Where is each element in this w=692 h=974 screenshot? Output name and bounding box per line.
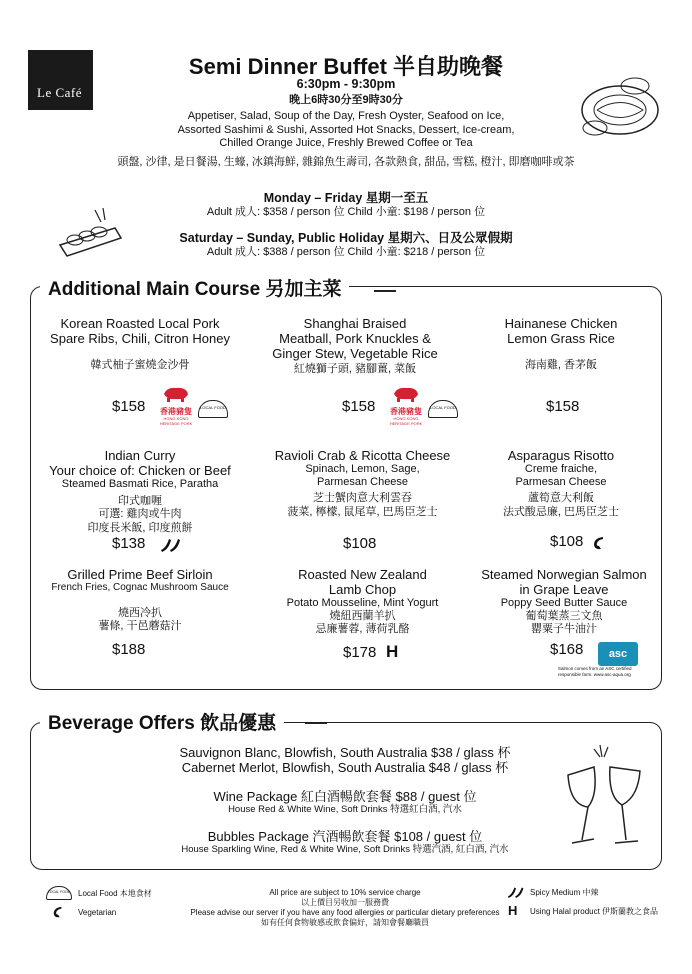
- bubbles-package: Bubbles Package 汽酒暢飲套餐 $108 / guest 位: [207, 829, 483, 844]
- oyster-illustration-icon: [575, 70, 665, 145]
- dish-price: $158: [112, 398, 146, 415]
- dish-ravioli-crab: [255, 448, 470, 519]
- dish-name: Lamb Chop: [328, 582, 397, 597]
- dish-asparagus-risotto: [466, 448, 656, 519]
- service-charge-note-zh: 以上價目另收加一服務費: [301, 898, 389, 907]
- dish-sub: Spinach, Lemon, Sage,: [305, 463, 420, 475]
- main-title-underline: [374, 290, 396, 292]
- dish-sub: French Fries, Cognac Mushroom Sauce: [51, 582, 229, 593]
- dish-name: Steamed Norwegian Salmon: [481, 567, 647, 582]
- dish-price: $178: [343, 644, 377, 661]
- bubbles-package-sub: House Sparkling Wine, Red & White Wine, Soft Drinks 特選汽酒, 紅白酒, 汽水: [181, 844, 509, 855]
- asc-note-line: Salmon comes from an ASC certified: [558, 666, 632, 671]
- halal-icon: H: [508, 903, 518, 918]
- hk-pork-sub: HONG KONG HERITAGE PORK: [389, 416, 423, 426]
- dish-lamb-chop: [255, 567, 470, 637]
- buffet-items-line-1: Appetiser, Salad, Soup of the Day, Fresh Oyster, Seafood on Ice,: [187, 110, 505, 122]
- local-food-icon: LOCAL FOOD: [46, 886, 72, 900]
- hk-heritage-pork-icon: [384, 386, 428, 424]
- dish-price: $138: [112, 535, 146, 552]
- dish-shanghai-meatball: [260, 316, 450, 377]
- hk-heritage-pork-icon: [154, 386, 198, 424]
- dish-indian-curry: [35, 448, 245, 535]
- chili-icon: [158, 536, 184, 552]
- service-charge-note: All price are subject to 10% service charge: [269, 888, 421, 897]
- dish-name-zh: 紅燒獅子頭, 豬腳薑, 菜飯: [293, 363, 417, 375]
- wine-glasses-illustration-icon: [560, 735, 650, 853]
- dish-name-zh: 可選: 雞肉或牛肉: [98, 508, 182, 520]
- dish-name: Lemon Grass Rice: [507, 331, 615, 346]
- dish-price: $108: [550, 533, 584, 550]
- dish-name: Hainanese Chicken: [504, 316, 618, 331]
- dish-name: Meatball, Pork Knuckles &: [279, 331, 431, 346]
- dish-sub: Poppy Seed Butter Sauce: [500, 597, 628, 609]
- dish-name-zh: 法式酸忌廉, 巴馬臣芝士: [502, 505, 620, 518]
- buffet-items-line-3: Chilled Orange Juice, Freshly Brewed Coffee or Tea: [219, 137, 473, 149]
- dish-sub: Parmesan Cheese: [316, 475, 409, 488]
- dish-name: in Grape Leave: [519, 582, 609, 597]
- chili-icon: [505, 885, 527, 898]
- weekday-price: Adult 成人: $358 / person 位 Child 小童: $198 / person 位: [206, 206, 486, 218]
- weekend-price: Adult 成人: $388 / person 位 Child 小童: $218 / person 位: [206, 246, 486, 258]
- dish-name: Ravioli Crab & Ricotta Cheese: [274, 448, 451, 463]
- beverage-list: [110, 745, 580, 855]
- vegetarian-leaf-icon: [52, 905, 64, 919]
- dish-sub: Potato Mousseline, Mint Yogurt: [286, 597, 439, 609]
- buffet-items-line-2: Assorted Sashimi & Sushi, Assorted Hot Snacks, Dessert, Ice-cream,: [177, 123, 515, 136]
- legend-halal: Using Halal product 伊斯蘭教之食品: [530, 907, 659, 916]
- dish-sub: Steamed Basmati Rice, Paratha: [61, 478, 219, 490]
- legend-vegetarian: Vegetarian: [78, 908, 117, 917]
- dish-name: Grilled Prime Beef Sirloin: [67, 567, 213, 582]
- dish-name-zh: 菠菜, 檸檬, 鼠尾草, 巴馬臣芝士: [287, 505, 438, 518]
- dish-name-zh: 薯條, 干邑蘑菇汁: [98, 620, 182, 632]
- dish-name-zh: 蘆筍意大利飯: [528, 492, 594, 504]
- vegetarian-leaf-icon: [592, 535, 606, 551]
- dish-name: Spare Ribs, Chili, Citron Honey: [50, 331, 230, 346]
- asc-note-line: responsible farm. www.asc-aqua.org: [558, 672, 631, 677]
- le-cafe-logo: [28, 50, 93, 110]
- dish-korean-pork: [40, 316, 240, 373]
- beverage-title-underline: [305, 722, 327, 724]
- wine-offer-1: Sauvignon Blanc, Blowfish, South Australia $38 / glass 杯: [179, 745, 511, 760]
- dish-name: Asparagus Risotto: [507, 448, 615, 463]
- allergy-note: Please advise our server if you have any food allergies or particular dietary preferences: [190, 908, 500, 917]
- hk-pork-sub: HONG KONG HERITAGE PORK: [159, 416, 193, 426]
- wine-package: Wine Package 紅白酒暢飲套餐 $88 / guest 位: [213, 789, 477, 804]
- dish-name: Shanghai Braised: [303, 316, 407, 331]
- hk-pork-label: 香港豬隻: [390, 407, 422, 416]
- dish-name-zh: 印式咖喱: [118, 494, 162, 507]
- hk-pork-label: 香港豬隻: [160, 407, 192, 416]
- dish-sub: Creme fraiche,: [524, 463, 598, 475]
- asc-note: [558, 666, 658, 678]
- dish-price: $188: [112, 641, 146, 658]
- weekday-title: Monday – Friday 星期一至五: [263, 191, 429, 205]
- dish-hainanese-chicken: [466, 316, 656, 373]
- dish-name-zh: 忌廉薯蓉, 薄荷乳酪: [315, 623, 410, 635]
- dish-name: Indian Curry: [104, 448, 176, 463]
- page-title: Semi Dinner Buffet 半自助晚餐: [188, 54, 504, 79]
- dish-price: $158: [342, 398, 376, 415]
- dish-name-zh: 罌粟子牛油汁: [531, 623, 597, 635]
- footer-notes: [190, 888, 500, 928]
- beverage-title: Beverage Offers 飲品優惠: [40, 708, 284, 735]
- buffet-items-zh: 頭盤, 沙律, 是日餐湯, 生蠔, 冰鎮海鮮, 雜錦魚生壽司, 各款熱食, 甜品, 雪糕, 橙汁, 即磨咖啡或茶: [117, 156, 575, 168]
- local-food-icon: LOCAL FOOD: [198, 400, 228, 418]
- dish-name: Ginger Stew, Vegetable Rice: [272, 346, 438, 361]
- time-en: 6:30pm - 9:30pm: [296, 77, 396, 91]
- dish-name-zh: 芝士蟹肉意大利雲吞: [313, 492, 412, 504]
- dish-name-zh: 葡萄葉蒸三文魚: [525, 609, 603, 622]
- weekend-title: Saturday – Sunday, Public Holiday 星期六、日及公眾假期: [179, 231, 513, 245]
- dish-norwegian-salmon: [466, 567, 662, 637]
- dish-name-zh: 印度長米飯, 印度煎餅: [87, 521, 193, 534]
- halal-icon: H: [386, 642, 399, 661]
- time-zh: 晚上6時30分至9時30分: [289, 94, 403, 106]
- dish-price: $168: [550, 641, 584, 658]
- wine-package-sub: House Red & White Wine, Soft Drinks 特選紅白酒, 汽水: [228, 804, 462, 815]
- dish-name: Roasted New Zealand: [298, 567, 427, 582]
- dish-name-zh: 燒紐西蘭羊扒: [329, 609, 396, 622]
- wine-offer-2: Cabernet Merlot, Blowfish, South Australia $48 / glass 杯: [181, 760, 509, 775]
- logo-text: Le Café: [37, 85, 83, 100]
- asc-certified-icon: asc: [598, 642, 638, 666]
- dish-name-zh: 海南雞, 香茅飯: [524, 359, 598, 371]
- dish-beef-sirloin: [35, 567, 245, 634]
- dish-name: Korean Roasted Local Pork: [60, 316, 220, 331]
- allergy-note-zh: 如有任何食物敏感或飲食偏好，請知會餐廳職員: [261, 918, 429, 927]
- dish-price: $108: [343, 535, 377, 552]
- dish-name-zh: 燒西冷扒: [118, 606, 162, 619]
- legend-spicy: Spicy Medium 中辣: [530, 888, 599, 897]
- local-food-icon: LOCAL FOOD: [428, 400, 458, 418]
- legend-local-food: Local Food 本地食材: [78, 889, 152, 898]
- dish-price: $158: [546, 398, 580, 415]
- dish-sub: Parmesan Cheese: [515, 475, 607, 488]
- dish-name: Your choice of: Chicken or Beef: [49, 463, 231, 478]
- main-course-title: Additional Main Course 另加主菜: [40, 274, 349, 301]
- dish-name-zh: 韓式柚子蜜燒金沙骨: [90, 359, 190, 371]
- buffet-items: [80, 110, 612, 151]
